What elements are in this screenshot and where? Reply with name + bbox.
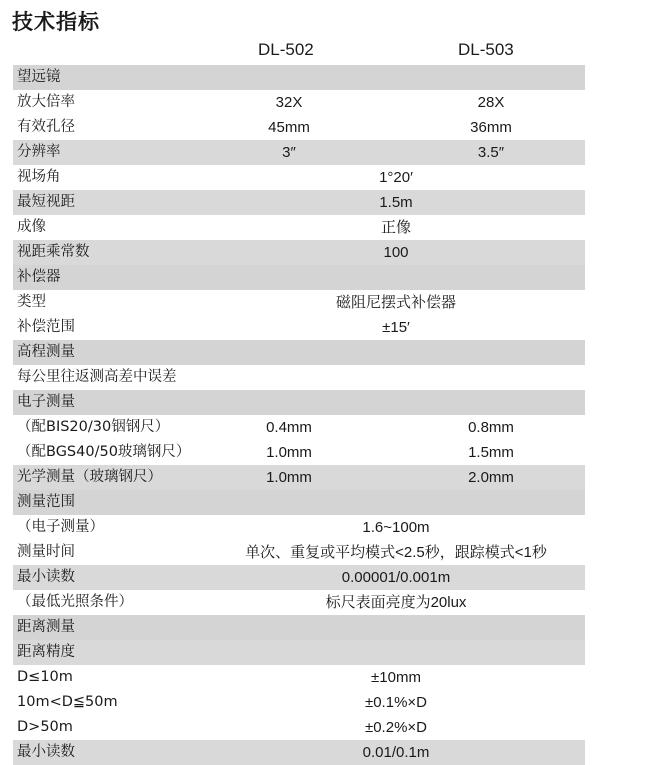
section-title: 望远镜 (17, 69, 61, 85)
spec-row (13, 515, 585, 540)
spec-row (13, 140, 585, 165)
spec-label: 有效孔径 (17, 119, 75, 135)
spec-row (13, 315, 585, 340)
spec-label: 视场角 (17, 169, 61, 185)
spec-row (13, 690, 585, 715)
section-header-row (13, 265, 585, 290)
spec-value-shared: 1°20′ (379, 169, 413, 186)
spec-label: 视距乘常数 (17, 244, 90, 260)
spec-row (13, 640, 585, 665)
spec-label: 测量时间 (17, 544, 75, 560)
spec-label: 距离精度 (17, 644, 75, 660)
spec-row (13, 440, 585, 465)
spec-value-shared: 1.5m (379, 194, 413, 211)
spec-value-dl503: 36mm (470, 119, 512, 136)
spec-label: 最小读数 (17, 569, 75, 585)
spec-label: D≤10m (17, 669, 73, 685)
spec-label: 每公里往返测高差中误差 (17, 369, 177, 385)
section-title: 补偿器 (17, 269, 61, 285)
section-header-row (13, 390, 585, 415)
spec-row (13, 115, 585, 140)
spec-value-shared: ±15′ (382, 319, 410, 336)
spec-value-dl502: 0.4mm (266, 419, 312, 436)
spec-row (13, 590, 585, 615)
spec-label: 类型 (17, 294, 46, 310)
spec-label: 成像 (17, 219, 46, 235)
spec-row (13, 740, 585, 765)
section-header-row (13, 65, 585, 90)
spec-value-shared: 0.01/0.1m (362, 744, 430, 761)
spec-value-dl502: 1.0mm (266, 469, 312, 486)
spec-label: 10m<D≦50m (17, 694, 118, 710)
spec-label: （电子测量） (17, 519, 104, 535)
section-title: 电子测量 (17, 394, 75, 410)
spec-value-shared: 0.00001/0.001m (341, 569, 451, 586)
spec-row (13, 565, 585, 590)
column-header-dl502: DL-502 (258, 40, 314, 59)
spec-row (13, 190, 585, 215)
spec-row (13, 540, 585, 565)
spec-value-dl502: 45mm (268, 119, 310, 136)
spec-value-shared: 单次、重复或平均模式<2.5秒，跟踪模式<1秒 (245, 544, 547, 561)
column-header-dl503: DL-503 (458, 40, 514, 59)
spec-row (13, 665, 585, 690)
spec-value-dl502: 32X (275, 94, 303, 111)
section-title: 高程测量 (17, 344, 75, 360)
spec-row (13, 215, 585, 240)
section-header-row (13, 340, 585, 365)
spec-value-dl503: 1.5mm (468, 444, 514, 461)
spec-value-dl502: 1.0mm (266, 444, 312, 461)
spec-label: 最小读数 (17, 744, 75, 760)
spec-row (13, 290, 585, 315)
section-title: 距离测量 (17, 619, 75, 635)
spec-label: （配BGS40/50玻璃钢尺） (17, 444, 191, 460)
spec-value-shared: 标尺表面亮度为20lux (325, 594, 467, 611)
spec-value-shared: 100 (383, 244, 409, 261)
page-title: 技术指标 (12, 10, 100, 34)
spec-value-shared: ±0.1%×D (364, 694, 427, 711)
spec-row (13, 415, 585, 440)
spec-value-shared: 1.6~100m (362, 519, 430, 536)
spec-table (13, 65, 585, 765)
section-header-row (13, 490, 585, 515)
spec-value-dl503: 0.8mm (468, 419, 514, 436)
spec-label: 最短视距 (17, 194, 75, 210)
spec-value-dl503: 28X (477, 94, 505, 111)
spec-label: 光学测量（玻璃钢尺） (17, 469, 162, 485)
spec-value-dl503: 3.5″ (477, 144, 505, 161)
spec-value-dl503: 2.0mm (468, 469, 514, 486)
spec-value-shared: 正像 (380, 219, 411, 236)
spec-value-shared: ±0.2%×D (364, 719, 427, 736)
spec-row (13, 90, 585, 115)
spec-value-shared: ±10mm (371, 669, 421, 686)
spec-row (13, 715, 585, 740)
spec-label: 放大倍率 (17, 94, 75, 110)
spec-label: （最低光照条件） (17, 594, 133, 610)
section-title: 测量范围 (17, 494, 75, 510)
spec-row (13, 240, 585, 265)
spec-row (13, 165, 585, 190)
spec-label: 补偿范围 (17, 319, 75, 335)
section-header-row (13, 615, 585, 640)
spec-label: 分辨率 (17, 144, 61, 160)
spec-value-shared: 磁阻尼摆式补偿器 (335, 294, 456, 311)
spec-row (13, 365, 585, 390)
spec-row (13, 465, 585, 490)
spec-value-dl502: 3″ (282, 144, 296, 161)
spec-label: D>50m (17, 719, 73, 735)
spec-label: （配BIS20/30铟钢尺） (17, 419, 170, 435)
